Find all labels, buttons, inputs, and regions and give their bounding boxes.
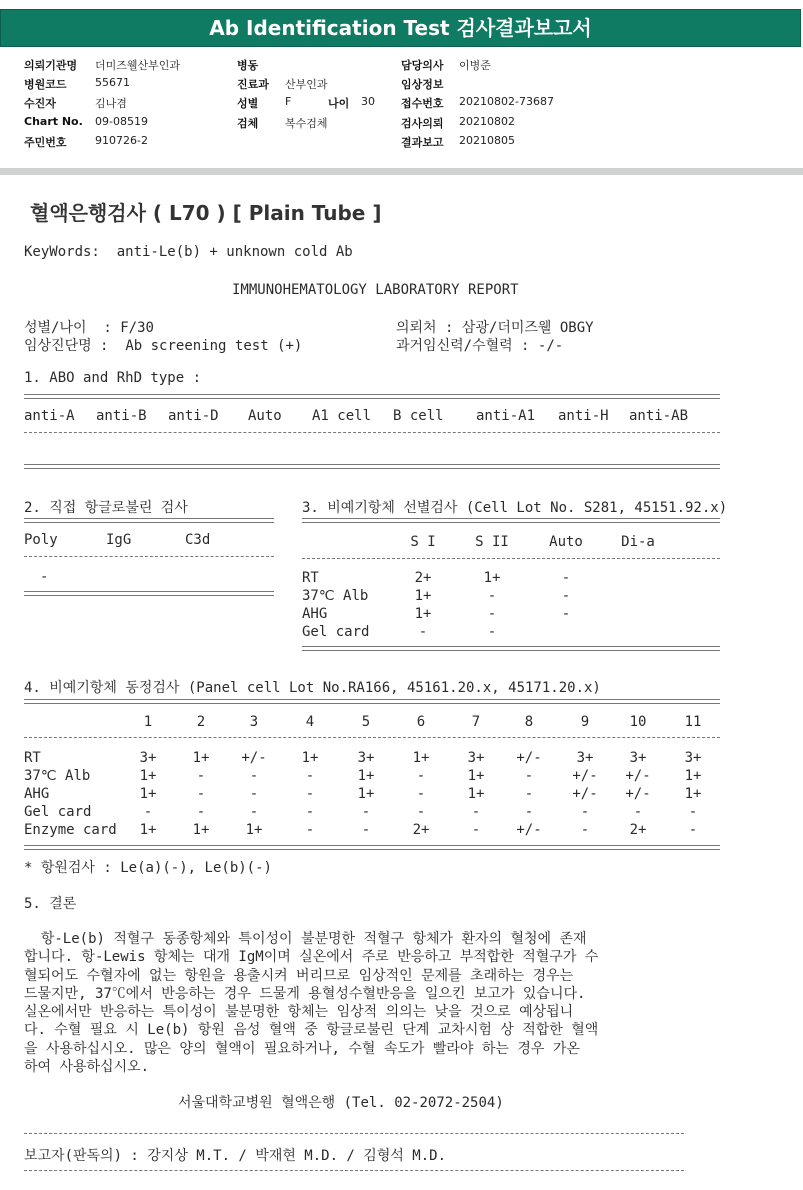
rule [24, 556, 274, 557]
panel-cell: - [524, 786, 534, 802]
panel-col-header: 6 [416, 714, 426, 730]
panel-cell: +/- [625, 768, 651, 784]
panel-cell: 1+ [357, 768, 375, 784]
panel-cell: - [305, 822, 315, 838]
transfusion-history: 과거임신력/수혈력 : -/- [396, 338, 564, 354]
conclusion-line: 항-Le(b) 적혈구 동종항체와 특이성이 불분명한 적혈구 항체가 환자의 혈청에 존재 [24, 931, 587, 947]
panel-cell: - [361, 804, 371, 820]
rule [302, 646, 720, 651]
screen-cell: 1+ [483, 570, 501, 586]
panel-cell: 1+ [412, 750, 430, 766]
report-subtitle: IMMUNOHEMATOLOGY LABORATORY REPORT [232, 282, 519, 298]
panel-cell: - [361, 822, 371, 838]
screen-cell: - [487, 624, 497, 640]
panel-cell: - [416, 768, 426, 784]
panel-cell: - [580, 822, 590, 838]
institution-value: 더미즈웰산부인과 [95, 59, 181, 72]
clinical-diagnosis: 임상진단명 : Ab screening test (+) [24, 338, 303, 354]
screen-cell: 1+ [414, 606, 432, 622]
rule [302, 558, 720, 559]
panel-cell: 3+ [629, 750, 647, 766]
rule [24, 591, 274, 596]
panel-cell: - [471, 822, 481, 838]
conclusion-line: 실온에서만 반응하는 특이성이 불분명한 항체는 임상적 의의는 낮을 것으로 예상됩니 [24, 1004, 574, 1021]
screen-row-label: RT [302, 570, 319, 586]
panel-cell: 1+ [684, 768, 702, 784]
panel-cell: 2+ [629, 822, 647, 838]
conclusion-line: 합니다. 항-Lewis 항체는 대개 IgM이며 실온에서 주로 반응하고 부적합한 적혈구가 수 [24, 949, 599, 966]
panel-cell: - [471, 804, 481, 820]
panel-cell: - [196, 786, 206, 802]
age-value: 30 [361, 95, 375, 108]
rule [24, 432, 720, 433]
rule [24, 1170, 684, 1171]
panel-cell: - [580, 804, 590, 820]
panel-cell: 1+ [139, 822, 157, 838]
panel-cell: 3+ [576, 750, 594, 766]
screen-row-label: 37℃ Alb [302, 588, 369, 604]
panel-cell: - [305, 768, 315, 784]
hospital-code-value: 55671 [95, 76, 130, 89]
screen-heading: 3. 비예기항체 선별검사 (Cell Lot No. S281, 45151.92.x) [302, 500, 728, 516]
sex-value: F [285, 95, 292, 108]
panel-cell: - [524, 768, 534, 784]
resident-no-label: 주민번호 [24, 136, 67, 149]
panel-cell: - [196, 804, 206, 820]
panel-cell: 3+ [467, 750, 485, 766]
report-date-value: 20210805 [459, 134, 515, 147]
panel-cell: 1+ [245, 822, 263, 838]
panel-col-header: 9 [580, 714, 590, 730]
doctor-label: 담당의사 [401, 59, 444, 72]
panel-col-header: 2 [196, 714, 206, 730]
panel-cell: - [688, 804, 698, 820]
reporters: 보고자(판독의) : 강지상 M.T. / 박재현 M.D. / 김형석 M.D. [24, 1148, 447, 1164]
abo-header-b-cell: B cell [393, 408, 444, 424]
screen-cell: - [561, 570, 571, 586]
panel-cell: +/- [516, 750, 542, 766]
dept-value: 산부인과 [285, 78, 328, 91]
screen-cell: 1+ [414, 588, 432, 604]
sex-age: 성별/나이 : F/30 [24, 320, 154, 336]
panel-cell: - [196, 768, 206, 784]
accession-value: 20210802-73687 [459, 95, 554, 108]
antigen-note: * 항원검사 : Le(a)(-), Le(b)(-) [24, 860, 272, 876]
report-date-label: 결과보고 [401, 136, 444, 149]
panel-row-label: AHG [24, 786, 50, 802]
panel-row-label: RT [24, 750, 41, 766]
rule [24, 699, 720, 704]
report-title: 혈액은행검사 ( L70 ) [ Plain Tube ] [30, 201, 382, 225]
dept-label: 진료과 [237, 78, 269, 91]
abo-header-anti-a: anti-A [24, 408, 75, 424]
panel-cell: +/- [572, 768, 598, 784]
abo-header-auto: Auto [248, 408, 282, 424]
conclusion-line: 하여 사용하십시오. [24, 1059, 150, 1076]
screen-cell: - [418, 624, 428, 640]
conclusion-line: 다. 수혈 필요 시 Le(b) 항원 음성 혈액 중 항글로불린 단계 교차시험 상 적합한 혈액 [24, 1022, 599, 1039]
panel-col-header: 7 [471, 714, 481, 730]
screen-row-label: AHG [302, 606, 328, 622]
patient-info-block [0, 57, 803, 167]
chart-no-value: 09-08519 [95, 115, 148, 128]
screen-cell: - [487, 606, 497, 622]
abo-heading: 1. ABO and RhD type : [24, 370, 202, 386]
dat-poly-value: - [40, 569, 49, 585]
panel-cell: 3+ [139, 750, 157, 766]
panel-cell: - [524, 804, 534, 820]
lab-contact: 서울대학교병원 혈액은행 (Tel. 02-2072-2504) [178, 1095, 504, 1111]
panel-cell: 1+ [139, 786, 157, 802]
panel-cell: 1+ [467, 768, 485, 784]
clinical-label: 임상정보 [401, 78, 444, 91]
conclusion-heading: 5. 결론 [24, 896, 77, 912]
panel-cell: +/- [572, 786, 598, 802]
chart-no-label: Chart No. [24, 115, 83, 128]
screen-cell: - [487, 588, 497, 604]
screen-col-dia: Di-a [621, 534, 655, 550]
panel-cell: - [143, 804, 153, 820]
keywords: KeyWords: anti-Le(b) + unknown cold Ab [24, 244, 353, 260]
screen-cell: 2+ [414, 570, 432, 586]
panel-cell: +/- [625, 786, 651, 802]
panel-cell: +/- [516, 822, 542, 838]
abo-header-anti-b: anti-B [96, 408, 147, 424]
panel-cell: - [416, 786, 426, 802]
panel-row-label: Enzyme card [24, 822, 117, 838]
accession-label: 접수번호 [401, 97, 444, 110]
hospital-code-label: 병원코드 [24, 78, 67, 91]
panel-cell: - [633, 804, 643, 820]
panel-col-header: 11 [684, 714, 702, 730]
screen-col-s2: S II [475, 534, 509, 550]
resident-no-value: 910726-2 [95, 134, 148, 147]
specimen-label: 검체 [237, 117, 259, 130]
panel-cell: - [249, 768, 259, 784]
panel-col-header: 8 [524, 714, 534, 730]
abo-header-anti-ab: anti-AB [629, 408, 689, 424]
panel-cell: - [249, 804, 259, 820]
conclusion-line: 드물지만, 37℃에서 반응하는 경우 드물게 용혈성수혈반응을 일으킨 보고가 있습니다. [24, 985, 586, 1002]
panel-col-header: 10 [629, 714, 647, 730]
conclusion-paragraph [24, 930, 754, 1076]
panel-cell: 1+ [192, 750, 210, 766]
institution-label: 의뢰기관명 [24, 59, 78, 72]
dat-header-poly: Poly [24, 532, 58, 548]
abo-header-anti-a1: anti-A1 [476, 408, 536, 424]
panel-cell: 1+ [467, 786, 485, 802]
rule [302, 518, 720, 523]
recipient-value: 김나겸 [95, 97, 127, 110]
abo-header-a1-cell: A1 cell [312, 408, 372, 424]
ward-label: 병동 [237, 59, 259, 72]
abo-header-anti-h: anti-H [558, 408, 609, 424]
panel-cell: 3+ [357, 750, 375, 766]
dat-heading: 2. 직접 항글로불린 검사 [24, 500, 188, 516]
panel-cell: 1+ [301, 750, 319, 766]
referrer: 의뢰처 : 삼광/더미즈웰 OBGY [396, 320, 594, 336]
panel-cell: 1+ [684, 786, 702, 802]
request-date-value: 20210802 [459, 115, 515, 128]
panel-cell: 1+ [357, 786, 375, 802]
screen-col-auto: Auto [549, 534, 583, 550]
panel-col-header: 5 [361, 714, 371, 730]
panel-cell: +/- [241, 750, 267, 766]
panel-cell: - [249, 786, 259, 802]
rule [24, 394, 720, 399]
panel-col-header: 3 [249, 714, 259, 730]
rule [24, 845, 720, 850]
panel-cell: 1+ [139, 768, 157, 784]
panel-cell: 2+ [412, 822, 430, 838]
conclusion-line: 을 사용하십시오. 많은 양의 혈액이 필요하거나, 수혈 속도가 빨라야 하는 경우 가온 [24, 1040, 580, 1057]
screen-cell: - [561, 606, 571, 622]
request-date-label: 검사의뢰 [401, 117, 444, 130]
rule [24, 1133, 684, 1134]
dat-header-c3d: C3d [185, 532, 211, 548]
panel-cell: - [305, 786, 315, 802]
rule [24, 737, 720, 738]
screen-col-s1: S I [410, 534, 436, 550]
specimen-value: 복수검체 [285, 117, 328, 130]
conclusion-line: 혈되어도 수혈자에 없는 항원을 용출시켜 버리므로 임상적인 문제를 초래하는 경우는 [24, 967, 574, 984]
panel-row-label: Gel card [24, 804, 92, 820]
panel-col-header: 4 [305, 714, 315, 730]
panel-cell: - [416, 804, 426, 820]
panel-heading: 4. 비예기항체 동정검사 (Panel cell Lot No.RA166, 45161.20.x, 45171.20.x) [24, 680, 601, 696]
panel-col-header: 1 [143, 714, 153, 730]
panel-cell: 3+ [684, 750, 702, 766]
panel-cell: - [305, 804, 315, 820]
panel-cell: - [688, 822, 698, 838]
dat-header-igg: IgG [106, 532, 132, 548]
section-divider [0, 168, 803, 175]
abo-header-anti-d: anti-D [168, 408, 219, 424]
screen-cell: - [561, 588, 571, 604]
panel-cell: 1+ [192, 822, 210, 838]
age-label: 나이 [328, 97, 350, 110]
screen-row-label: Gel card [302, 624, 370, 640]
report-banner-title: Ab Identification Test 검사결과보고서 [0, 9, 801, 47]
recipient-label: 수진자 [24, 97, 56, 110]
rule [24, 518, 274, 523]
panel-row-label: 37℃ Alb [24, 768, 91, 784]
doctor-value: 이병준 [459, 59, 491, 72]
sex-label: 성별 [237, 97, 259, 110]
rule [24, 464, 720, 469]
